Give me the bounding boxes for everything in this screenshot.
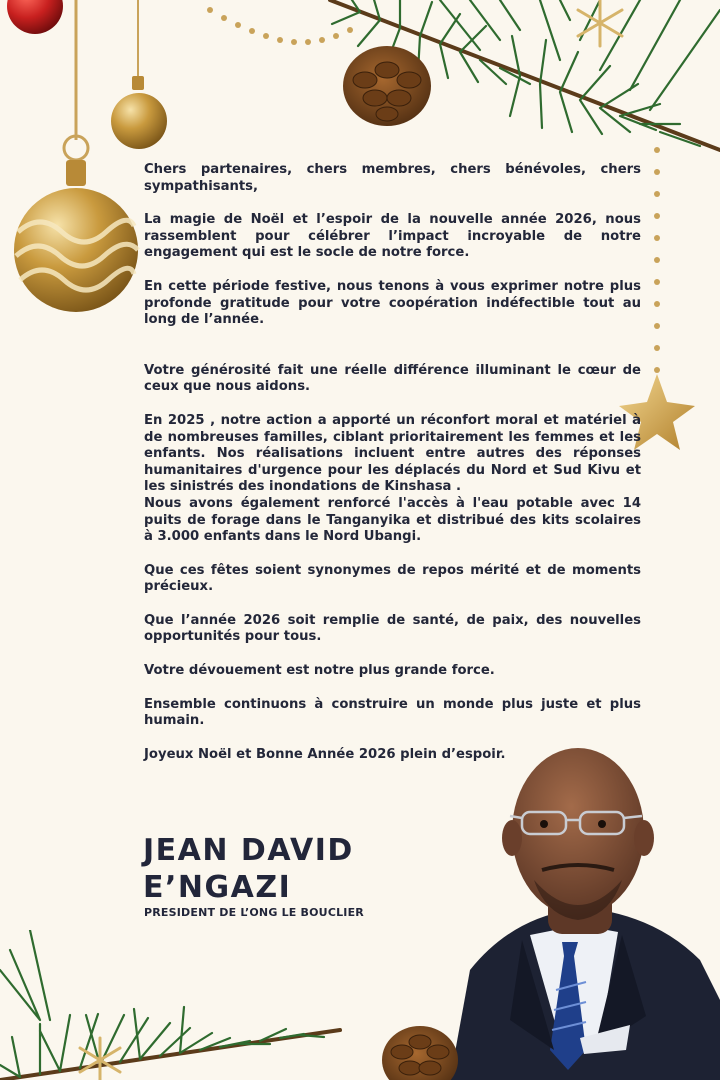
president-portrait [450,720,720,1080]
letter-paragraph-1: La magie de Noël et l’espoir de la nouvelle année 2026, nous rassemblent pour célébrer l’impact incroyable de notre engagement qui est le socle de notre force. [144,212,641,261]
red-ornament-icon [7,0,63,34]
pinecone-icon [343,46,431,126]
signature-name-line-2: E’NGAZI [143,870,292,905]
pinecone-bottom-icon [382,1026,458,1080]
letter-closing: Joyeux Noël et Bonne Année 2026 plein d’espoir. [144,746,506,762]
letter-paragraph-5: Que ces fêtes soient synonymes de repos mérité et de moments précieux. [144,562,641,595]
letter-greeting: Chers partenaires, chers membres, chers bénévoles, chers sympathisants, [144,162,641,194]
letter-paragraph-4: En 2025 , notre action a apporté un réconfort moral et matériel à de nombreuses familles, ciblant prioritairement les femmes et les enfants. Nos réalisations incluent entre autres des réponses humanitaires d'urgence pour les déplacés du Nord et Sud Kivu et les sinistrés des inondations de Kinshasa . Nous avons également renforcé l'accès à l'eau potable avec 14 puits de forage dans le Tanganyika et distribué des kits scolaires à 3.000 enfants dans le Nord Ubangi. [144,412,641,545]
letter-paragraph-6: Que l’année 2026 soit remplie de santé, de paix, des nouvelles opportunités pour tous. [144,612,641,645]
letter-body [144,162,641,780]
letter-paragraph-3: Votre générosité fait une réelle différence illuminant le cœur de ceux que nous aidons. [144,362,641,395]
bead-garland-icon [207,7,353,45]
bottom-decoration [0,930,460,1080]
letter-paragraph-7: Votre dévouement est notre plus grande force. [144,663,495,679]
bead-string-icon [654,147,660,373]
signature-name [143,832,354,906]
snowflake-bottom-icon [80,1038,120,1080]
small-gold-ornament-icon [111,76,167,149]
snowflake-icon [578,0,622,46]
pine-branch-bottom-icon [0,930,340,1080]
signature-title: PRESIDENT DE L’ONG LE BOUCLIER [144,906,364,919]
letter-paragraph-8: Ensemble continuons à construire un monde plus juste et plus humain. [144,696,641,729]
letter-paragraph-2: En cette période festive, nous tenons à vous exprimer notre plus profonde gratitude pour votre coopération indéfectible tout au long de l’année. [144,278,641,328]
signature-name-line-1: JEAN DAVID [143,833,354,868]
large-gold-ornament-icon [14,136,138,312]
